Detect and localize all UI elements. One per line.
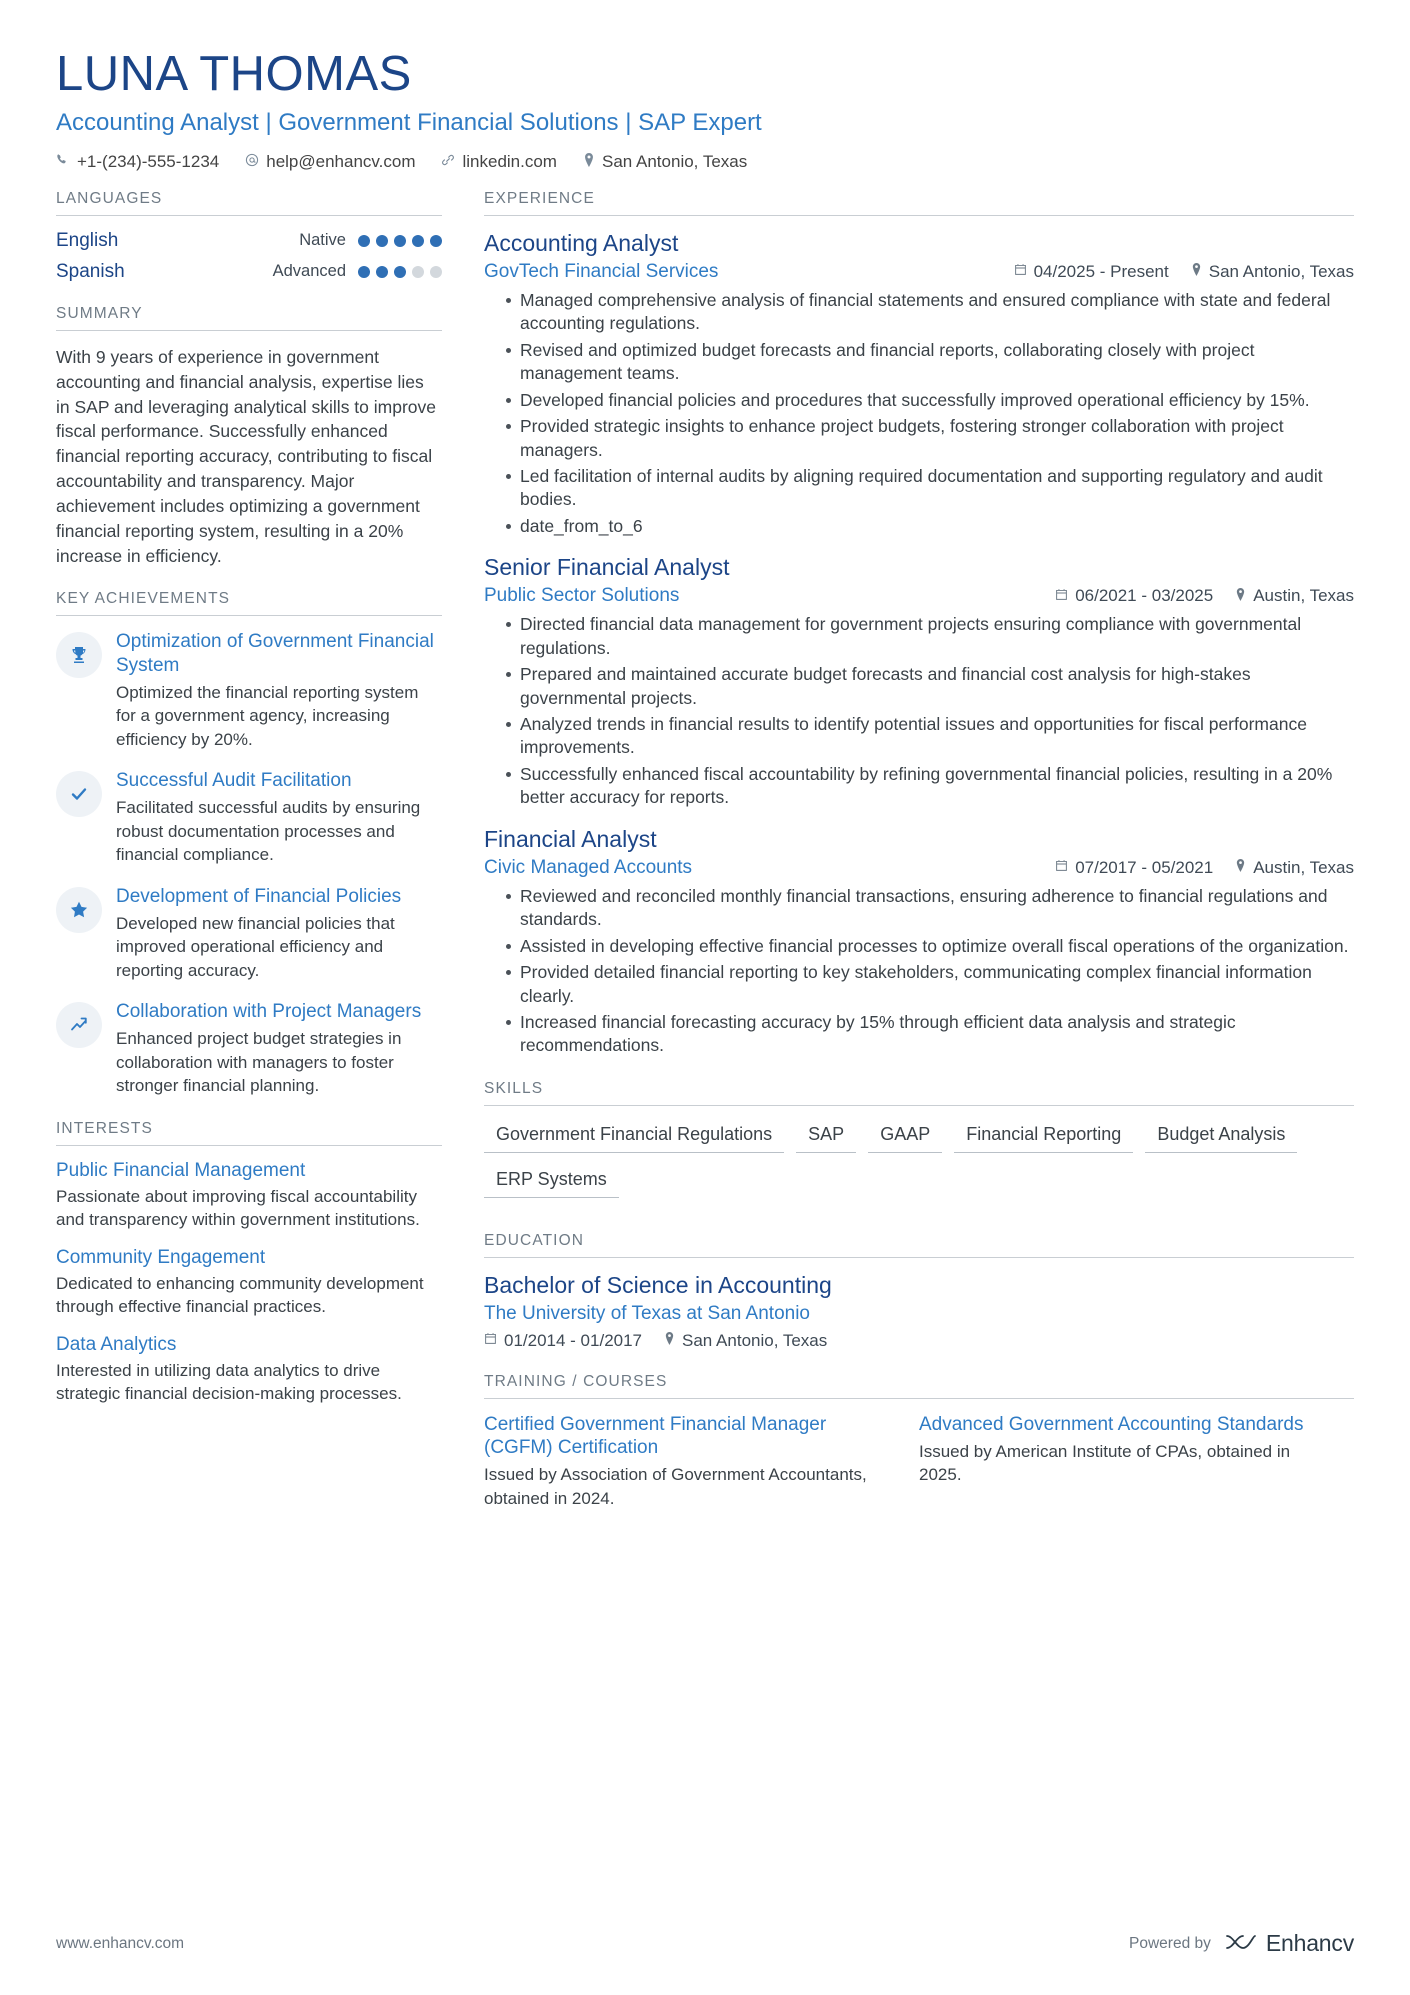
star-icon [56,887,102,933]
list-item: Led facilitation of internal audits by aligning required documentation and supporting regulatory and audit bodies. [506,465,1354,512]
section-training [484,1373,1354,1510]
location-icon [583,153,595,171]
resume-columns [56,190,1354,1532]
job-company: GovTech Financial Services [484,260,719,282]
interest-title: Community Engagement [56,1246,266,1268]
right-column [476,190,1354,1532]
section-languages [56,190,442,283]
language-row [56,230,442,252]
section-key-achievements [56,590,442,1097]
interest-item [56,1247,442,1319]
achievement-desc: Facilitated successful audits by ensuring robust documentation processes and financial compliance. [116,798,421,865]
job-bullets [484,289,1354,538]
job-location [1191,262,1354,282]
contact-phone-text: +1-(234)-555-1234 [77,151,220,171]
calendar-icon [1055,859,1068,876]
language-name: English [56,229,119,251]
job-bullets [484,885,1354,1058]
list-item: Provided detailed financial reporting to key stakeholders, communicating complex financial information clearly. [506,961,1354,1008]
language-name: Spanish [56,260,125,282]
skill-chip: ERP Systems [484,1165,619,1198]
email-icon [245,153,259,171]
language-row [56,261,442,283]
calendar-icon [1014,263,1027,280]
education-school: The University of Texas at San Antonio [484,1302,810,1324]
contact-email-text: help@enhancv.com [266,151,416,171]
brand-logo [1223,1930,1354,1957]
course-item [919,1413,1354,1510]
link-icon [441,153,455,171]
experience-item [484,230,1354,538]
calendar-icon [484,1332,497,1349]
list-item: Prepared and maintained accurate budget forecasts and financial cost analysis for high-stakes governmental projects. [506,663,1354,710]
list-item: Increased financial forecasting accuracy by 15% through efficient data analysis and strategic recommendations. [506,1011,1354,1058]
achievement-item [56,1000,442,1098]
list-item: Reviewed and reconciled monthly financial transactions, ensuring adherence to financial regulations and standards. [506,885,1354,932]
location-icon [1191,263,1202,280]
job-company: Civic Managed Accounts [484,856,693,878]
contact-link[interactable] [441,152,557,172]
experience-item [484,554,1354,810]
course-title: Advanced Government Accounting Standards [919,1413,1304,1435]
achievement-item [56,885,442,983]
job-title: Financial Analyst [484,825,657,852]
job-location [1235,858,1354,878]
phone-icon [56,153,70,171]
resume-header [56,48,1354,172]
course-desc: Issued by American Institute of CPAs, obtained in 2025. [919,1442,1291,1485]
achievement-desc: Enhanced project budget strategies in collaboration with managers to foster stronger financial planning. [116,1029,402,1096]
course-item [484,1413,919,1510]
section-summary [56,305,442,569]
contact-location [583,152,747,172]
achievement-title: Successful Audit Facilitation [116,770,352,792]
job-meta [484,261,1354,283]
section-interests [56,1120,442,1406]
interest-desc: Passionate about improving fiscal accountability and transparency within government institutions. [56,1186,420,1230]
job-location [1235,586,1354,606]
contact-location-text: San Antonio, Texas [601,151,748,171]
experience-item [484,826,1354,1058]
language-rating [358,235,442,247]
language-level: Native [299,231,346,250]
list-item: date_from_to_6 [506,515,1354,538]
job-meta [484,585,1354,607]
list-item: Developed financial policies and procedures that successfully improved operational efficiency by 15%. [506,389,1354,412]
contact-email [245,152,415,172]
section-education [484,1232,1354,1351]
brand-name: Enhancv [1265,1930,1354,1956]
section-title-skills: SKILLS [484,1080,1354,1106]
interest-desc: Interested in utilizing data analytics to drive strategic financial decision-making processes. [56,1360,402,1404]
job-location-text: Austin, Texas [1253,586,1354,606]
chart-arrow-icon [56,1002,102,1048]
job-title: Senior Financial Analyst [484,554,730,581]
left-column [56,190,476,1428]
enhancv-mark-icon [1223,1931,1259,1957]
courses-list [484,1413,1354,1510]
section-skills [484,1080,1354,1210]
education-location-text: San Antonio, Texas [682,1330,828,1350]
skill-chip: Financial Reporting [954,1120,1133,1153]
language-rating [358,266,442,278]
job-dates [1014,262,1169,282]
interest-title: Public Financial Management [56,1159,306,1181]
summary-text: With 9 years of experience in government accounting and financial analysis, expertise lies in SAP and leveraging analytical skills to improve fiscal performance. Successfully enhanced financial reporting accuracy, contributing to fiscal accountability and transparency. Major achievement includes optimizing a government financial reporting system, resulting in a 20% increase in efficiency. [56,346,437,566]
job-dates [1055,586,1213,606]
interest-title: Data Analytics [56,1333,177,1355]
course-title: Certified Government Financial Manager (CGFM) Certification [484,1413,827,1458]
list-item: Managed comprehensive analysis of financial statements and ensured compliance with state and federal accounting regulations. [506,289,1354,336]
section-title-summary: SUMMARY [56,305,442,331]
job-company: Public Sector Solutions [484,585,680,607]
education-location [664,1331,827,1351]
check-icon [56,771,102,817]
contact-link-text: linkedin.com [462,151,557,171]
contact-row [56,152,1354,172]
job-dates-text: 04/2025 - Present [1033,261,1169,281]
interest-item [56,1160,442,1232]
section-experience [484,190,1354,1058]
section-title-interests: INTERESTS [56,1120,442,1146]
list-item: Successfully enhanced fiscal accountability by refining governmental financial policies, resulting in a 20% better accuracy for reports. [506,763,1354,810]
skill-chip: GAAP [868,1120,942,1153]
achievement-desc: Developed new financial policies that improved operational efficiency and reporting accuracy. [116,913,395,980]
interest-item [56,1334,442,1406]
job-dates [1055,858,1213,878]
section-title-education: EDUCATION [484,1232,1354,1258]
job-dates-text: 06/2021 - 03/2025 [1075,586,1214,606]
job-title: Accounting Analyst [484,229,679,256]
skills-list [484,1120,1354,1210]
skill-chip: SAP [796,1120,856,1153]
contact-phone [56,152,219,172]
list-item: Directed financial data management for government projects ensuring compliance with governmental regulations. [506,613,1354,660]
headline: Accounting Analyst | Government Financial Solutions | SAP Expert [56,108,762,136]
achievement-item [56,769,442,867]
list-item: Assisted in developing effective financial processes to optimize overall fiscal operations of the organization. [506,935,1354,958]
language-level: Advanced [272,262,346,281]
calendar-icon [1055,588,1068,605]
page-title: LUNA THOMAS [56,47,412,101]
achievement-item [56,630,442,751]
job-dates-text: 07/2017 - 05/2021 [1075,857,1214,877]
footer-brand-group [1129,1930,1354,1957]
interest-desc: Dedicated to enhancing community development through effective financial practices. [56,1273,424,1317]
section-title-experience: EXPERIENCE [484,190,1354,216]
section-title-key-achievements: KEY ACHIEVEMENTS [56,590,442,616]
skill-chip: Budget Analysis [1145,1120,1297,1153]
trophy-icon [56,632,102,678]
achievement-title: Development of Financial Policies [116,885,402,907]
job-bullets [484,613,1354,810]
education-dates-text: 01/2014 - 01/2017 [504,1330,643,1350]
job-meta [484,857,1354,879]
location-icon [1235,859,1246,876]
list-item: Revised and optimized budget forecasts and financial reports, collaborating closely with project management teams. [506,339,1354,386]
job-location-text: Austin, Texas [1253,857,1354,877]
achievement-title: Optimization of Government Financial System [116,631,434,676]
location-icon [664,1332,675,1349]
footer-website[interactable]: www.enhancv.com [56,1934,185,1952]
section-title-languages: LANGUAGES [56,190,442,216]
education-dates [484,1331,642,1351]
powered-by-label: Powered by [1129,1934,1211,1952]
course-desc: Issued by Association of Government Accountants, obtained in 2024. [484,1465,867,1508]
education-degree: Bachelor of Science in Accounting [484,1271,832,1298]
page-footer [56,1930,1354,1957]
list-item: Analyzed trends in financial results to identify potential issues and opportunities for fiscal performance improvements. [506,713,1354,760]
skill-chip: Government Financial Regulations [484,1120,784,1153]
job-location-text: San Antonio, Texas [1208,261,1354,281]
education-meta [484,1331,1354,1351]
list-item: Provided strategic insights to enhance project budgets, fostering stronger collaboration with project managers. [506,415,1354,462]
achievement-desc: Optimized the financial reporting system for a government agency, increasing efficiency by 20%. [116,682,419,749]
location-icon [1235,588,1246,605]
achievement-title: Collaboration with Project Managers [116,1001,422,1023]
section-title-training: TRAINING / COURSES [484,1373,1354,1399]
